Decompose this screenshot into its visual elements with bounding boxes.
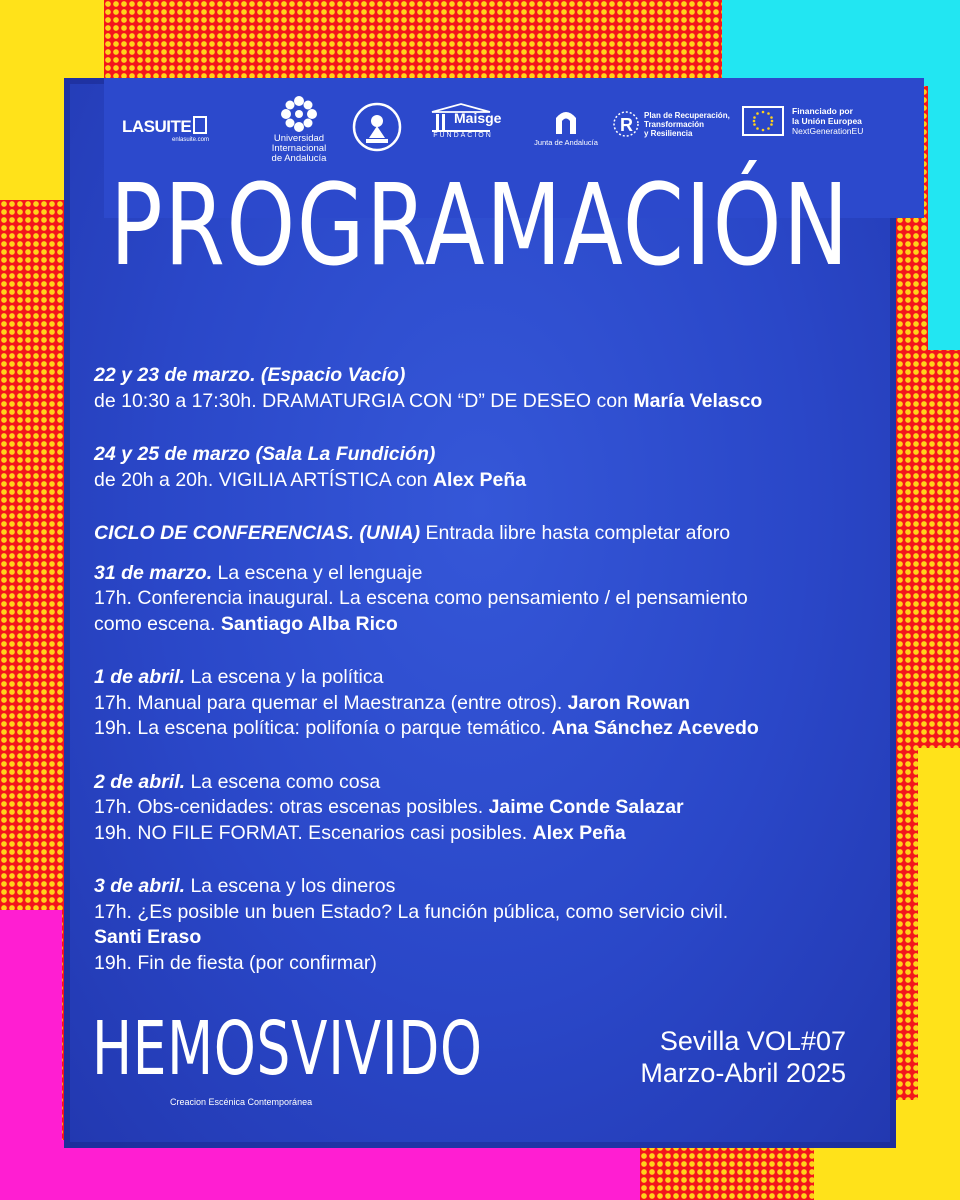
talk-line: 17h. Conferencia inaugural. La escena como pensamiento / el pensamiento [94,587,748,609]
theatre-seal-icon [352,102,402,152]
junta-arch-icon [552,106,580,136]
speaker-name: Santiago Alba Rico [220,612,398,635]
day-date: 31 de marzo. [94,561,213,584]
day-topic: La escena y los dineros [185,875,396,897]
event-text: de 20h a 20h. VIGILIA ARTÍSTICA con [94,468,433,491]
yellow-block-right [918,748,960,1108]
speaker-name: Jaron Rowan [567,691,691,714]
day-header [94,561,884,587]
event-text: de 10:30 a 17:30h. DRAMATURGIA CON “D” DE DESEO con [94,389,634,412]
magenta-block-bottom [0,1140,640,1200]
unia-text-3: de Andalucía [271,153,327,164]
unia-flower-icon [279,94,319,134]
lasuite-url: enlasuite.com [172,137,210,143]
talk-line: 17h. ¿Es posible un buen Estado? La función pública, como servicio civil. [94,900,729,923]
prtr-text-1: Plan de Recuperación, [644,110,730,120]
fundacion-logo [428,102,502,139]
junta-logo [534,106,598,147]
lasuite-text: LASUITE [122,117,192,136]
day-date: 3 de abril. [94,875,186,897]
cycle-note: Entrada libre hasta completar aforo [420,522,731,544]
fundacion-name: Maisge [454,110,502,126]
speaker-name: Ana Sánchez Acevedo [551,717,759,739]
cyan-block-side [928,0,960,350]
talk-text: 17h. Obs-cenidades: otras escenas posibles. [94,796,489,818]
eu-flag-icon [742,106,784,136]
prtr-logo [612,110,730,138]
eu-text-2: la Unión Europea [792,116,862,126]
talk-text: 17h. Manual para quemar el Maestranza (entre otros). [94,691,568,714]
talk-line [94,691,884,717]
day-date: 1 de abril. [94,666,186,688]
edition-info [640,1025,846,1089]
unia-text-1: Universidad [273,133,325,144]
eu-text-3: NextGenerationEU [792,126,864,136]
event-date: 22 y 23 de marzo. (Espacio Vacío) [94,364,406,386]
cyan-block [722,0,960,86]
day-header [94,665,884,691]
speaker-name: Jaime Conde Salazar [488,796,684,818]
unia-logo [262,94,336,164]
brand-logo: HEMOSVIVIDO [92,1006,483,1092]
edition-city: Sevilla VOL#07 [659,1026,846,1056]
fundacion-text: FUNDACIÓN [433,132,493,139]
day-topic: La escena y la política [185,666,384,688]
program-list [94,363,884,976]
event-line [94,389,884,415]
event-line [94,468,884,494]
day-date: 2 de abril. [94,770,186,793]
event-artist: María Velasco [633,389,763,412]
cycle-title: CICLO DE CONFERENCIAS. (UNIA) [94,522,421,544]
talk-text: 19h. La escena política: polifonía o parque temático. [94,717,552,739]
page-title: PROGRAMACIÓN [110,161,850,291]
logo-bar [0,90,960,170]
talk-line [94,612,884,638]
prtr-text-3: y Resiliencia [644,128,693,138]
day-header [94,874,884,900]
day-topic: La escena y el lenguaje [212,561,423,584]
lasuite-logo [122,116,209,143]
talk-text: como escena. [94,612,221,635]
svg-text:R: R [620,115,633,135]
talk-line [94,716,884,742]
speaker-name: Santi Eraso [94,926,202,948]
unia-text-2: Internacional [271,143,327,154]
prtr-text-2: Transformación [644,119,705,129]
talk-line [94,795,884,821]
day-header [94,770,884,796]
prtr-r-icon [612,110,640,138]
talk-text: 19h. NO FILE FORMAT. Escenarios casi posibles. [94,821,533,844]
event-artist: Alex Peña [432,468,527,491]
junta-text: Junta de Andalucía [534,138,598,147]
speaker-name: Alex Peña [532,821,626,844]
eu-text-1: Financiado por [792,106,853,116]
event-date: 24 y 25 de marzo (Sala La Fundición) [94,443,436,465]
edition-dates: Marzo-Abril 2025 [640,1058,846,1088]
brand-subtitle: Creacion Escénica Contemporánea [170,1097,313,1107]
talk-line [94,821,884,847]
day-topic: La escena como cosa [185,770,381,793]
seal-logo [352,102,402,152]
talk-line: 19h. Fin de fiesta (por confirmar) [94,951,377,974]
eu-logo [742,106,863,136]
cycle-header [94,521,884,547]
